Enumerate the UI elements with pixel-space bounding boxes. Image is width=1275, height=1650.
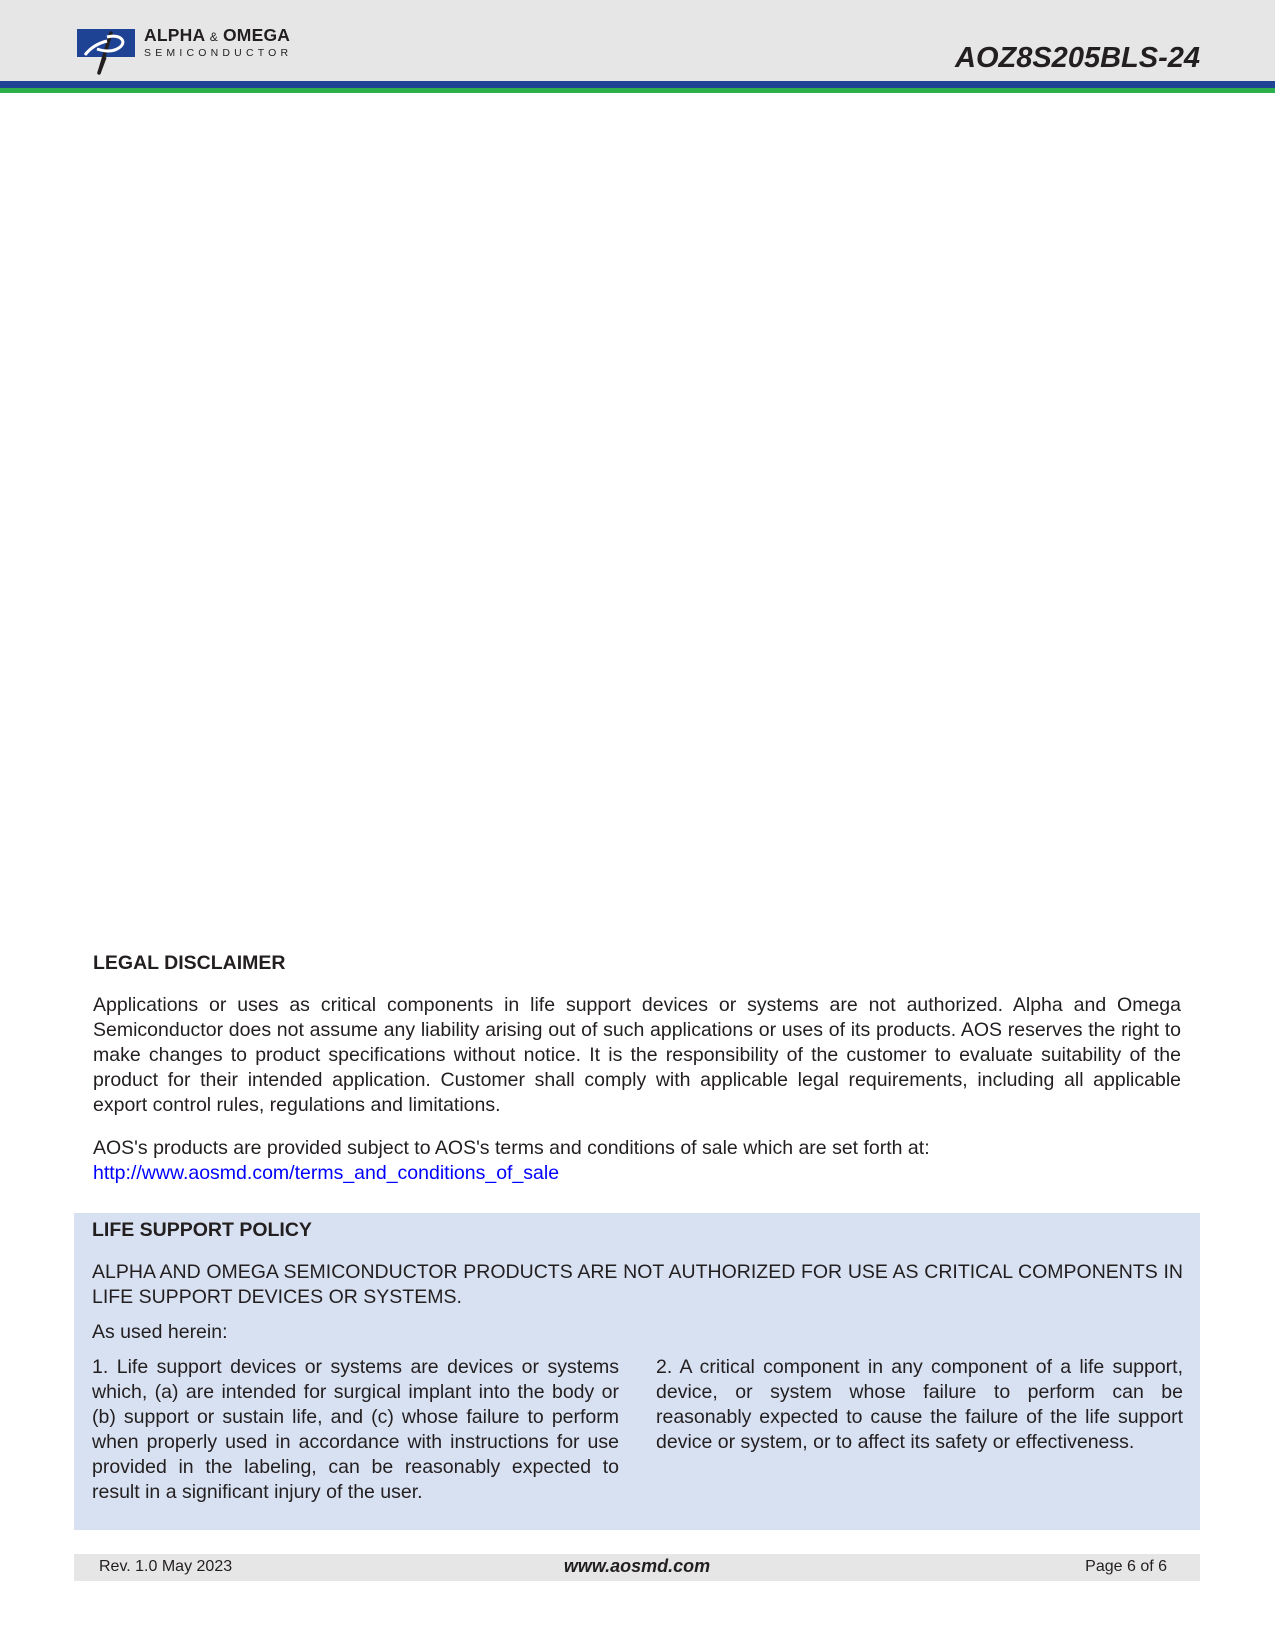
header-stripe-blue	[0, 81, 1275, 88]
company-logo-icon	[77, 27, 135, 75]
policy-statement: ALPHA AND OMEGA SEMICONDUCTOR PRODUCTS ARE NOT AUTHORIZED FOR USE AS CRITICAL COMPONENTS IN LIFE SUPPORT DEVICES OR SYSTEMS.	[92, 1261, 1183, 1309]
life-support-policy-box	[74, 1213, 1200, 1530]
terms-paragraph: AOS's products are provided subject to AOS's terms and conditions of sale which are set forth at: http://www.aosmd.com/terms_and_conditions_of_sale	[93, 1136, 1181, 1186]
part-number-title: AOZ8S205BLS-24	[955, 42, 1200, 74]
policy-definition-2: 2. A critical component in any component of a life support, device, or system whose failure to perform can be reasonably expected to cause the failure of the life support device or system, or to affect its safety or effectiveness.	[656, 1356, 1183, 1454]
policy-definition-1: 1. Life support devices or systems are devices or systems which, (a) are intended for surgical implant into the body or (b) support or sustain life, and (c) whose failure to perform when properly used in accordance with instructions for use provided in the labeling, can be reasonably expected to result in a significant injury of the user.	[92, 1356, 619, 1504]
policy-as-used-herein: As used herein:	[92, 1321, 228, 1344]
legal-disclaimer-paragraph: Applications or uses as critical components in life support devices or systems are not authorized. Alpha and Omega Semiconductor does not assume any liability arising out of such applications or uses of its products. AOS reserves the right to make changes to product specifications without notice. It is the responsibility of the customer to evaluate suitability of the product for their intended application. Customer shall comply with applicable legal requirements, including all applicable export control rules, regulations and limitations.	[93, 994, 1181, 1117]
policy-definitions	[92, 1355, 1183, 1505]
legal-disclaimer-heading: LEGAL DISCLAIMER	[93, 952, 286, 974]
footer-revision: Rev. 1.0 May 2023	[99, 1558, 233, 1575]
life-support-policy-heading: LIFE SUPPORT POLICY	[92, 1219, 312, 1241]
logo-company-subtitle: SEMICONDUCTOR	[144, 47, 293, 59]
page-footer	[74, 1554, 1200, 1581]
terms-link[interactable]: http://www.aosmd.com/terms_and_conditions_of_sale	[93, 1162, 560, 1185]
header-stripe-green	[0, 88, 1275, 93]
logo-company-name: ALPHA & OMEGA	[144, 25, 291, 45]
footer-page-number: Page 6 of 6	[1085, 1558, 1167, 1575]
footer-website: www.aosmd.com	[563, 1556, 711, 1576]
legal-disclaimer-section	[93, 952, 1181, 1186]
